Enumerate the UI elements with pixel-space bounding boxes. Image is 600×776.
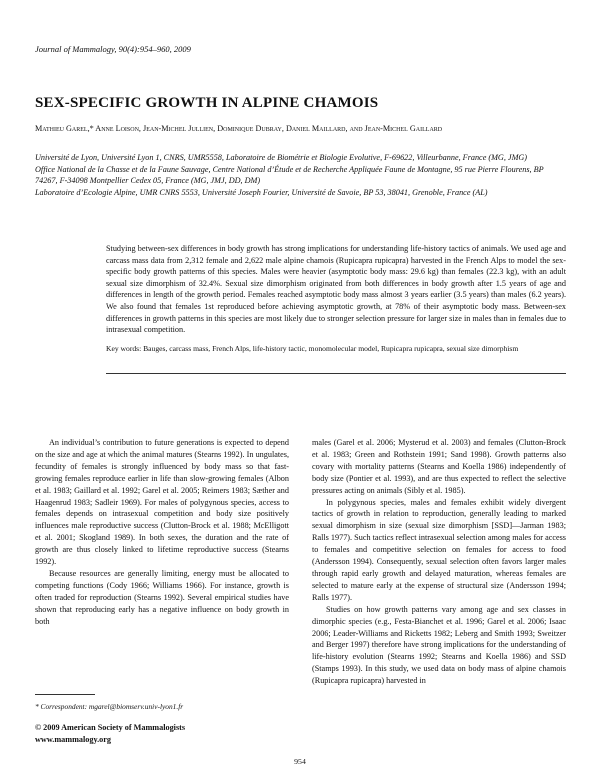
- body-paragraph: Because resources are generally limiting, energy must be allocated to competing functions (Cody 1966; Williams 1966). For instance, growth is often traded for reproduction (Stearns 1992). Several empirical studies have shown that reproducing early has a negative influence on body growth in both: [35, 568, 289, 626]
- journal-reference: Journal of Mammalogy, 90(4):954–960, 2009: [35, 44, 191, 54]
- affiliation-3: Laboratoire d’Ecologie Alpine, UMR CNRS 5553, Université Joseph Fourier, Université de Savoie, BP 53, 38041, Grenoble, France (AL): [35, 187, 488, 197]
- body-paragraph: In polygynous species, males and females exhibit widely divergent tactics of growth in relation to reproduction, generally leading to marked sexual dimorphism in size (sexual size dimorphism [SSD]—Jarman 1983; Ralls 1977). Such tactics reflect intrasexual selection among males for access to females and competitive selection on females for access to food (Andersson 1994). Consequently, sexual selection often favors larger males through rapid early growth and delayed maturation, whereas females are selected to mature early at the expense of structural size (Andersson 1994; Ralls 1977).: [312, 497, 566, 602]
- body-paragraph: males (Garel et al. 2006; Mysterud et al. 2003) and females (Clutton-Brock et al. 1983; Green and Rothstein 1991; Sand 1998). Growth patterns also covary with mortality patterns (Stearns and Koella 1986) independently of body size (Pontier et al. 1993), and are thus expected to reflect the selective pressures acting on animals (Sibly et al. 1985).: [312, 438, 566, 495]
- keywords: Key words: Bauges, carcass mass, French Alps, life-history tactic, monomolecular model, Rupicapra rupicapra, sexual size dimorphism: [106, 344, 519, 353]
- body-paragraph: Studies on how growth patterns vary among age and sex classes in dimorphic species (e.g., Festa-Bianchet et al. 1996; Garel et al. 2006; Isaac 2006; Leader-Williams and Ricketts 1982; Leberg and Smith 1993; Sweitzer and Berger 1997) therefore have strong implications for the understanding of life-history evolution (Stearns 1992; Stearns and Koella 1986) and SSD (Stamps 1993). In this study, we used data on body mass of alpine chamois (Rupicapra rupicapra) harvested in: [312, 604, 566, 686]
- abstract: Studying between-sex differences in body growth has strong implications for understanding life-history tactics of animals. We used age and carcass mass data from 2,312 female and 2,622 male alpine chamois (Rupicapra rupicapra) harvested in the French Alps to model the sex-specific body growth patterns of this species. Males were heavier (asymptotic body mass: 29.6 kg) than females (22.3 kg), with an adult sexual size dimorphism of 32.4%. Sexual size dimorphism originated from both differences in body growth after 1.5 years of age and differences in length of the growth period. Females reached asymptotic body mass almost 3 years earlier (3.5 years) than males (6.2 years). We also found that females 1st reproduced before achieving asymptotic growth, at 78% of their asymptotic body mass. Between-sex differences in growth patterns in this species are most likely due to stronger selection pressure for larger size in males than in females due to intrasexual competition.: [106, 244, 566, 335]
- website-link[interactable]: www.mammalogy.org: [35, 734, 111, 744]
- article-title: SEX-SPECIFIC GROWTH IN ALPINE CHAMOIS: [35, 95, 379, 111]
- affiliation-2: Office National de la Chasse et de la Faune Sauvage, Centre National d’Étude et de Recherche Appliquée Faune de Montagne, 95 rue Pierre Flourens, BP 74267, F-34098 Montpellier Cedex 05, France (MG, JMJ, DD, DM): [35, 164, 544, 186]
- copyright-notice: © 2009 American Society of Mammalogists: [35, 723, 186, 732]
- copyright-block: [35, 722, 185, 745]
- author-list: Mathieu Garel,* Anne Loison, Jean-Michel Jullien, Dominique Dubray, Daniel Maillard, and Jean-Michel Gaillard: [35, 124, 443, 133]
- body-column-left: [35, 437, 289, 628]
- correspondent-footnote: * Correspondent: mgarel@biomserv.univ-lyon1.fr: [35, 702, 184, 711]
- affiliations: [35, 152, 565, 198]
- abstract-divider: [106, 373, 566, 374]
- footnote-divider: [35, 694, 95, 695]
- affiliation-1: Université de Lyon, Université Lyon 1, CNRS, UMR5558, Laboratoire de Biométrie et Biologie Evolutive, F-69622, Villeurbanne, France (MG, JMG): [35, 153, 528, 162]
- body-column-right: [312, 437, 566, 687]
- page-number: 954: [294, 757, 306, 766]
- body-paragraph: An individual’s contribution to future generations is expected to depend on the size and age at which the animal matures (Stearns 1992). In ungulates, fecundity of females is strongly influenced by body mass so that fast-growing females reproduce earlier in life than slow-growing females (Albon et al. 1983; Gaillard et al. 1992; Garel et al. 2005; Reimers 1983; Sæther and Haagenrud 1983; Sadleir 1969). For males of polygynous species, access to females depends on intrasexual competition and body size positively influences male reproductive success (Clutton-Brock et al. 1988; McElligott et al. 2001; Skogland 1989). In both sexes, the duration and the rate of growth are thus closely linked to lifetime reproductive success (Stearns 1992).: [35, 438, 289, 567]
